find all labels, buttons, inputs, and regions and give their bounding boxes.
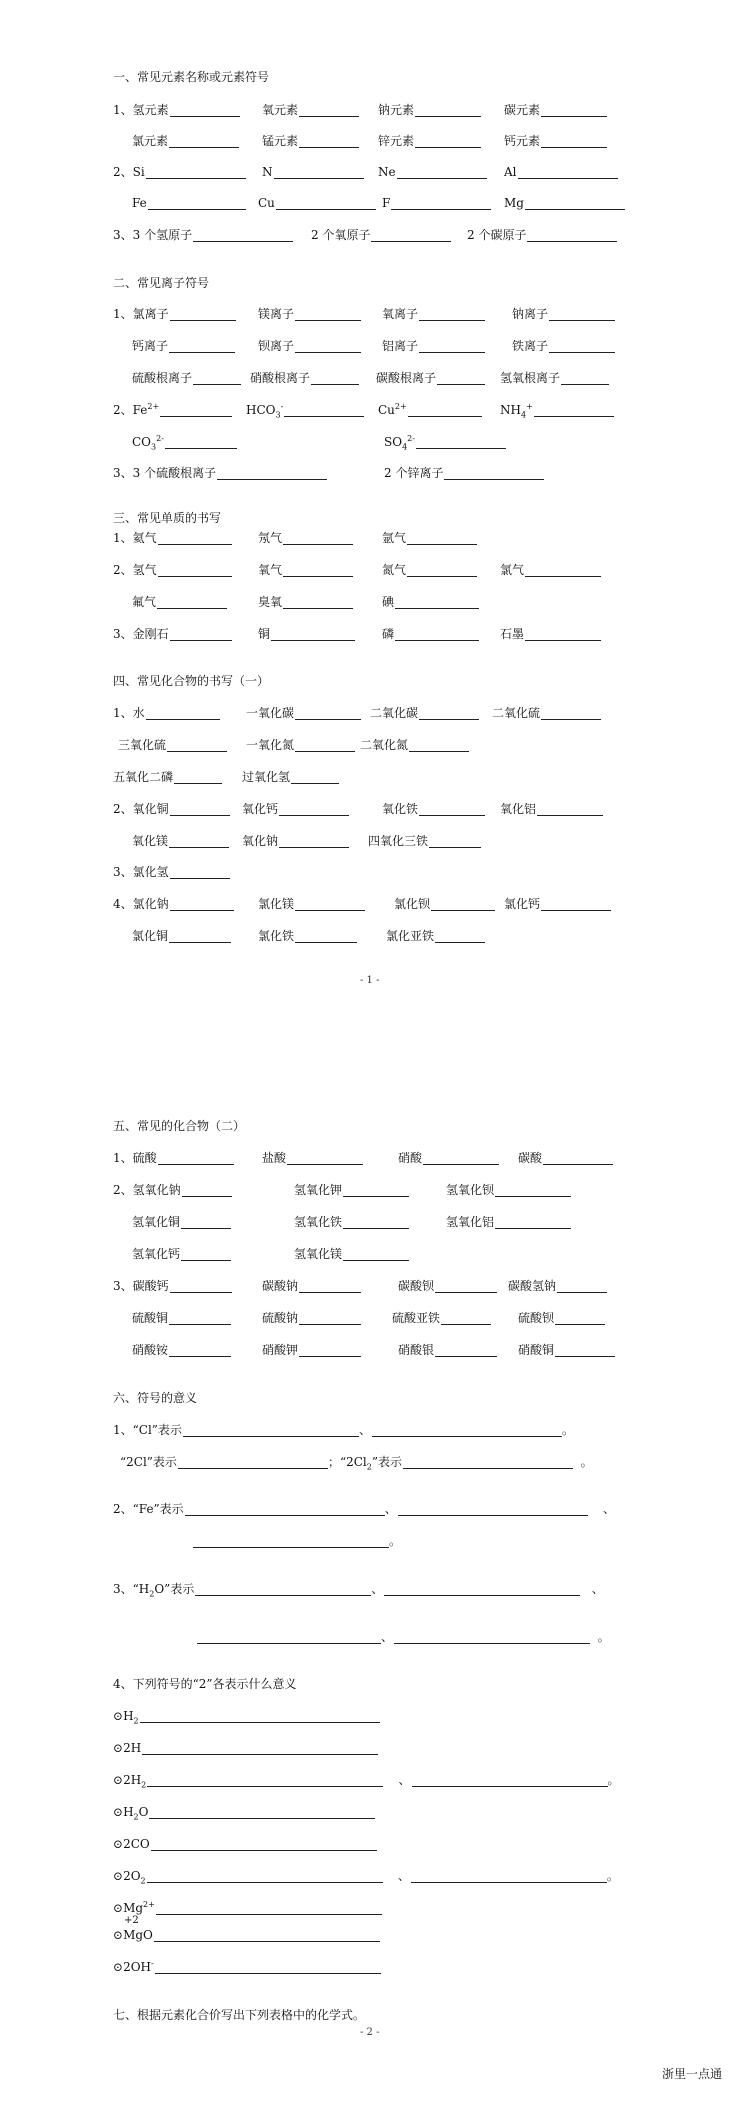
s5-r4-a: 氢氧化钙 xyxy=(132,1247,231,1261)
s1-r5-a: 3、3 个氢原子 xyxy=(113,228,293,242)
s2-r4-d: $NH_4^+$ xyxy=(500,403,614,417)
s5-r1-a: 1、硫酸 xyxy=(113,1151,234,1165)
s6-item-mgo: ⊙MgO xyxy=(113,1928,380,1942)
s4-r7-a: 4、氯化钠 xyxy=(113,897,234,911)
s6-cl-line: 1、“Cl”表示 、 。 xyxy=(113,1423,574,1437)
s6-fe-line-2: 。 xyxy=(192,1534,401,1548)
s5-r3-c: 氢氧化铝 xyxy=(446,1215,571,1229)
s1-r2-c: 锌元素 xyxy=(378,134,481,148)
s4-r4-b: 氧化钙 xyxy=(242,802,349,816)
s6-item-2o2: $⊙2O_2$ 、 。 xyxy=(113,1869,619,1886)
s3-r2-d: 氯气 xyxy=(500,563,601,577)
s5-r6-c: 硫酸亚铁 xyxy=(392,1311,491,1325)
s3-r1-c: 氩气 xyxy=(382,531,477,545)
s2-r6-b: 2 个锌离子 xyxy=(384,466,544,480)
s1-r2-b: 锰元素 xyxy=(262,134,359,148)
s4-r1-b: 一氧化碳 xyxy=(246,706,361,720)
s6-item-2co: ⊙2CO xyxy=(113,1837,377,1851)
s6-2cl-line: “2Cl”表示 ；“$2Cl_2$”表示 。 xyxy=(120,1455,593,1472)
s2-r1-d: 钠离子 xyxy=(512,307,615,321)
section-7-heading: 七、根据元素化合价写出下列表格中的化学式。 xyxy=(113,2008,366,2022)
s6-h2o-line-1: 3、“$H_2O$”表示 、 、 xyxy=(113,1582,604,1599)
s6-q4-heading: 4、下列符号的“2”各表示什么意义 xyxy=(113,1677,297,1691)
s4-r7-b: 氯化镁 xyxy=(258,897,365,911)
s4-r8-a: 氯化铜 xyxy=(132,929,231,943)
s3-r4-a: 3、金刚石 xyxy=(113,627,232,641)
s2-r3-a: 硫酸根离子 xyxy=(132,371,241,385)
s4-r6-a: 3、氯化氢 xyxy=(113,865,230,879)
s3-r1-a: 1、氦气 xyxy=(113,531,232,545)
s2-r1-c: 氧离子 xyxy=(382,307,485,321)
section-3-heading: 三、常见单质的书写 xyxy=(113,511,222,525)
s3-r2-b: 氧气 xyxy=(258,563,353,577)
s4-r4-c: 氧化铁 xyxy=(382,802,485,816)
s3-r4-b: 铜 xyxy=(258,627,355,641)
s6-h2o-line-2: 、 。 xyxy=(196,1630,610,1644)
s1-r1-c: 钠元素 xyxy=(378,103,481,117)
s2-r2-d: 铁离子 xyxy=(512,339,615,353)
s4-r2-a: 三氧化硫 xyxy=(118,738,227,752)
s3-r3-b: 臭氧 xyxy=(258,595,353,609)
s2-r4-a: 2、$Fe^{2+}$ xyxy=(113,403,232,417)
s3-r3-c: 碘 xyxy=(382,595,479,609)
s5-r7-a: 硝酸铵 xyxy=(132,1343,231,1357)
s6-item-h2o: $⊙H_2O$ xyxy=(113,1805,375,1819)
s4-r4-d: 氧化铝 xyxy=(500,802,603,816)
s5-r6-a: 硫酸铜 xyxy=(132,1311,231,1325)
s6-item-h2: $⊙H_2$ xyxy=(113,1709,380,1723)
s1-r4-b: Cu xyxy=(258,196,376,210)
s5-r2-a: 2、氢氧化钠 xyxy=(113,1183,232,1197)
s5-r2-c: 氢氧化钡 xyxy=(446,1183,571,1197)
s5-r7-b: 硝酸钾 xyxy=(262,1343,361,1357)
section-5-heading: 五、常见的化合物（二） xyxy=(113,1119,246,1133)
s4-r2-b: 一氧化氮 xyxy=(246,738,355,752)
s4-r1-a: 1、水 xyxy=(113,706,220,720)
s5-r1-c: 硝酸 xyxy=(398,1151,499,1165)
s1-r2-d: 钙元素 xyxy=(504,134,607,148)
s4-r8-c: 氯化亚铁 xyxy=(386,929,485,943)
s1-r3-a: 2、Si xyxy=(113,165,246,179)
s2-r1-a: 1、氯离子 xyxy=(113,307,236,321)
s2-r4-b: $HCO_3^-$ xyxy=(246,403,364,417)
s4-r1-c: 二氧化碳 xyxy=(370,706,479,720)
s2-r1-b: 镁离子 xyxy=(258,307,361,321)
s5-r3-b: 氢氧化铁 xyxy=(294,1215,409,1229)
s6-fe-line-1: 2、“Fe”表示 、 、 xyxy=(113,1502,615,1516)
s5-r6-b: 硫酸钠 xyxy=(262,1311,361,1325)
s5-r5-b: 碳酸钠 xyxy=(262,1279,361,1293)
s4-r4-a: 2、氧化铜 xyxy=(113,802,230,816)
s1-r3-d: Al xyxy=(504,165,618,179)
s5-r5-a: 3、碳酸钙 xyxy=(113,1279,232,1293)
s5-r5-d: 碳酸氢钠 xyxy=(508,1279,607,1293)
s1-r1-a: 1、氢元素 xyxy=(113,103,240,117)
s3-r4-d: 石墨 xyxy=(500,627,601,641)
s5-r6-d: 硫酸钡 xyxy=(518,1311,605,1325)
s3-r1-b: 氖气 xyxy=(258,531,353,545)
s2-r2-b: 钡离子 xyxy=(258,339,361,353)
s2-r3-b: 硝酸根离子 xyxy=(250,371,359,385)
s5-r1-b: 盐酸 xyxy=(262,1151,363,1165)
s4-r2-c: 二氧化氮 xyxy=(360,738,469,752)
s5-r2-b: 氢氧化钾 xyxy=(294,1183,409,1197)
s2-r5-b: $SO_4^{2-}$ xyxy=(384,435,506,449)
s5-r7-d: 硝酸铜 xyxy=(518,1343,615,1357)
section-6-heading: 六、符号的意义 xyxy=(113,1391,198,1405)
footer-brand: 浙里一点通 xyxy=(662,2067,723,2081)
section-2-heading: 二、常见离子符号 xyxy=(113,276,210,290)
s1-r4-c: F xyxy=(382,196,491,210)
s1-r5-b: 2 个氧原子 xyxy=(311,228,451,242)
s4-r5-b: 氧化钠 xyxy=(242,834,349,848)
s3-r2-c: 氮气 xyxy=(382,563,477,577)
s6-item-2oh: ⊙2OH- xyxy=(113,1960,381,1974)
s6-item-2h: ⊙2H xyxy=(113,1741,378,1755)
s5-r1-d: 碳酸 xyxy=(518,1151,613,1165)
s1-r1-b: 氧元素 xyxy=(262,103,359,117)
s2-r4-c: $Cu^{2+}$ xyxy=(378,403,482,417)
s3-r3-a: 氟气 xyxy=(132,595,227,609)
s2-r3-c: 碳酸根离子 xyxy=(376,371,485,385)
s1-r3-c: Ne xyxy=(378,165,487,179)
s5-r7-c: 硝酸银 xyxy=(398,1343,497,1357)
s1-r3-b: N xyxy=(262,165,364,179)
s5-r4-b: 氢氧化镁 xyxy=(294,1247,409,1261)
s4-r7-d: 氯化钙 xyxy=(504,897,611,911)
s4-r1-d: 二氧化硫 xyxy=(492,706,601,720)
s4-r7-c: 氯化钡 xyxy=(394,897,495,911)
s5-r5-c: 碳酸钡 xyxy=(398,1279,497,1293)
page-number-1: - 1 - xyxy=(360,975,380,986)
s4-r8-b: 氯化铁 xyxy=(258,929,357,943)
s4-r3-a: 五氧化二磷 xyxy=(113,770,222,784)
s4-r3-b: 过氧化氢 xyxy=(242,770,339,784)
s4-r5-a: 氧化镁 xyxy=(132,834,229,848)
s6-item-2h2: $⊙2H_2$ 、 。 xyxy=(113,1773,620,1790)
page-number-2: - 2 - xyxy=(360,2027,380,2038)
s2-r6-a: 3、3 个硫酸根离子 xyxy=(113,466,327,480)
s1-r1-d: 碳元素 xyxy=(504,103,607,117)
s5-r3-a: 氢氧化铜 xyxy=(132,1215,231,1229)
s4-r5-c: 四氧化三铁 xyxy=(368,834,481,848)
section-1-heading: 一、常见元素名称或元素符号 xyxy=(113,70,270,84)
section-4-heading: 四、常见化合物的书写（一） xyxy=(113,674,270,688)
s2-r3-d: 氢氧根离子 xyxy=(500,371,609,385)
s6-item-mgo-valence: +2 xyxy=(124,1915,139,1926)
s1-r4-d: Mg xyxy=(504,196,625,210)
s1-r4-a: Fe xyxy=(132,196,246,210)
s3-r4-c: 磷 xyxy=(382,627,479,641)
s2-r2-a: 钙离子 xyxy=(132,339,235,353)
s6-item-mg2: $⊙Mg^{2+}$ xyxy=(113,1901,382,1915)
s1-r5-c: 2 个碳原子 xyxy=(467,228,617,242)
s2-r5-a: $CO_3^{2-}$ xyxy=(132,435,237,449)
s2-r2-c: 铝离子 xyxy=(382,339,485,353)
s3-r2-a: 2、氢气 xyxy=(113,563,232,577)
s1-r2-a: 氯元素 xyxy=(132,134,239,148)
